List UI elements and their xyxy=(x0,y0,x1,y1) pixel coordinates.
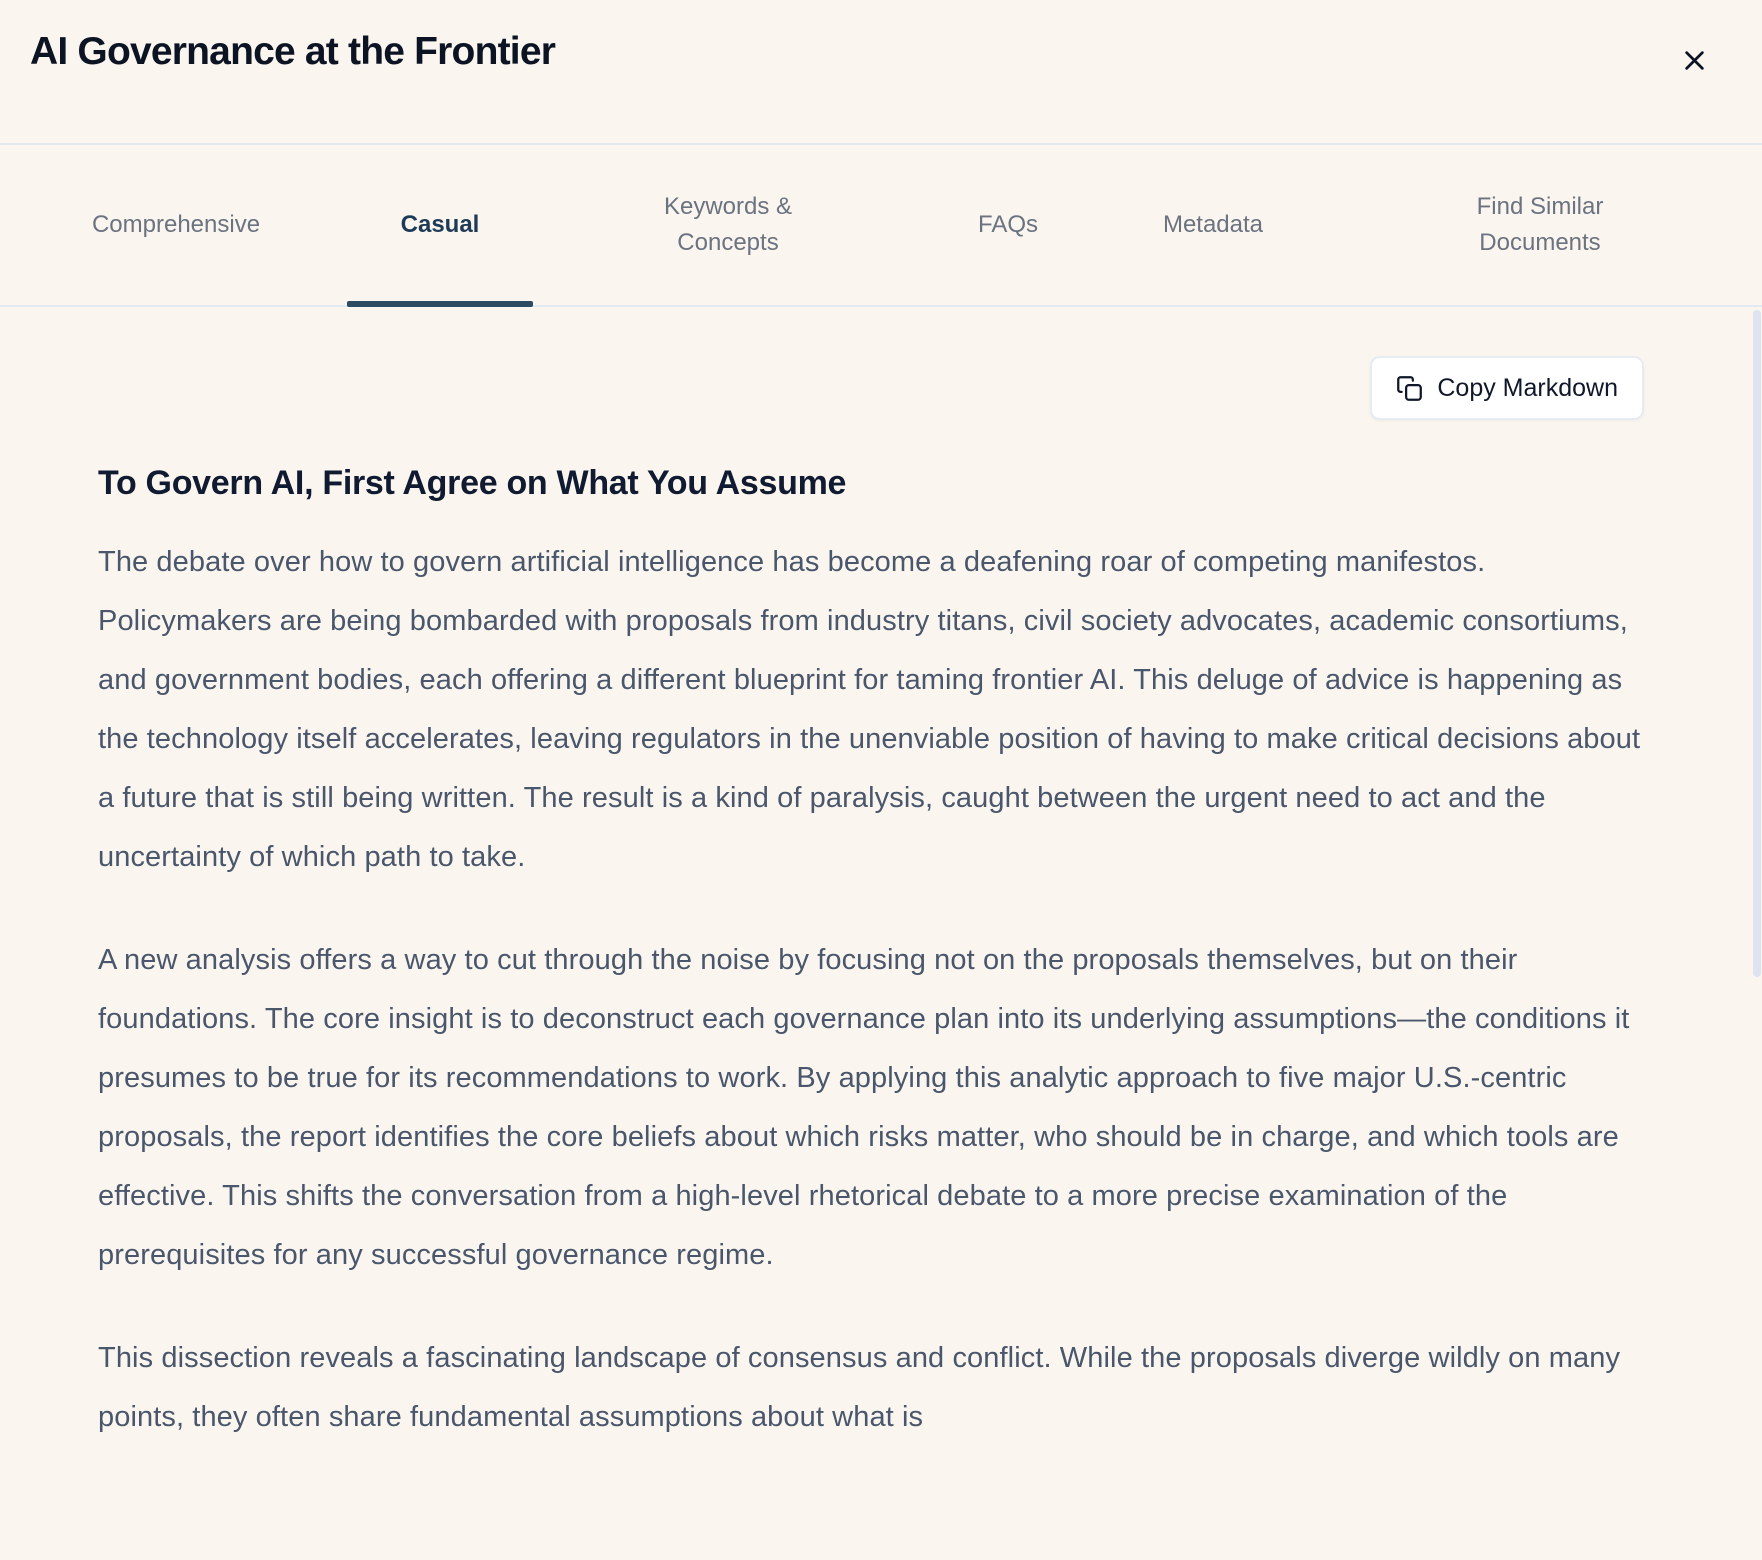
article-paragraph: The debate over how to govern artificial intelligence has become a deafening roar of competing manifestos. Policymakers are being bombarded with proposals from industry titans, civil society advocates, academic consortiums, and government bodies, each offering a different blueprint for taming frontier AI. This deluge of advice is happening as the technology itself accelerates, leaving regulators in the unenviable position of having to make critical decisions about a future that is still being written. The result is a kind of paralysis, caught between the urgent need to act and the uncertainty of which path to take. xyxy=(98,546,1641,873)
close-button[interactable] xyxy=(1676,42,1712,78)
article-heading: To Govern AI, First Agree on What You Assume xyxy=(98,464,847,502)
article xyxy=(0,464,1762,1447)
copy-icon xyxy=(1396,375,1423,402)
content-toolbar xyxy=(0,307,1762,420)
tab-comprehensive[interactable]: Comprehensive xyxy=(61,145,291,305)
content-area xyxy=(0,307,1762,1447)
tab-find-similar-documents[interactable]: Find Similar Documents xyxy=(1445,145,1635,305)
tab-faqs[interactable]: FAQs xyxy=(958,145,1058,305)
copy-markdown-label: Copy Markdown xyxy=(1437,373,1618,402)
copy-markdown-button[interactable] xyxy=(1370,356,1644,420)
tab-keywords-concepts[interactable]: Keywords & Concepts xyxy=(628,145,828,305)
article-paragraph: A new analysis offers a way to cut through the noise by focusing not on the proposals themselves, but on their foundations. The core insight is to deconstruct each governance plan into its underlying assumptions—the conditions it presumes to be true for its recommendations to work. By applying this analytic approach to five major U.S.-centric proposals, the report identifies the core beliefs about which risks matter, who should be in charge, and which tools are effective. This shifts the conversation from a high-level rhetorical debate to a more precise examination of the prerequisites for any successful governance regime. xyxy=(98,944,1630,1271)
article-paragraph: This dissection reveals a fascinating landscape of consensus and conflict. While the proposals diverge wildly on many points, they often share fundamental assumptions about what is xyxy=(98,1342,1621,1433)
tab-bar xyxy=(0,145,1762,307)
modal-title: AI Governance at the Frontier xyxy=(30,30,556,73)
tab-casual[interactable]: Casual xyxy=(347,145,533,305)
modal-header xyxy=(0,0,1762,145)
tab-metadata[interactable]: Metadata xyxy=(1143,145,1283,305)
close-icon xyxy=(1681,47,1708,74)
scrollbar-thumb[interactable] xyxy=(1753,310,1761,977)
